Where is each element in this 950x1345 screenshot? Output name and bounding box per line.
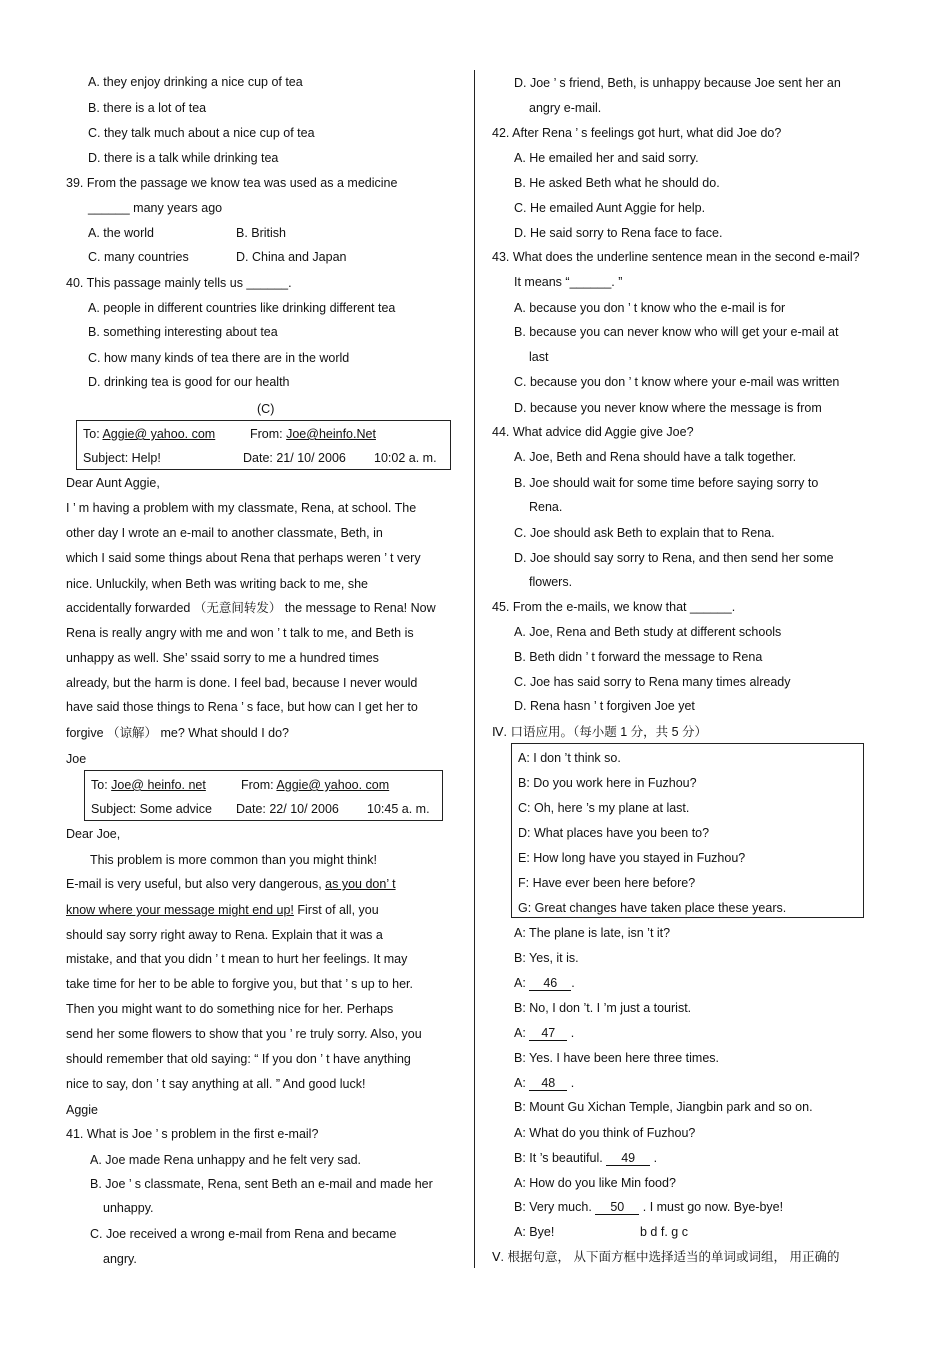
email2-body-line: should say sorry right away to Rena. Explain that it was a [66,928,383,942]
option-d: D: What places have you been to? [518,826,710,840]
email2-from: From: Aggie@ yahoo. com [241,778,390,792]
option-a: A: I don ’t think so. [518,751,621,765]
underlined-sentence: as you don’ t [325,877,396,891]
q44-option-d-cont: flowers. [529,575,573,589]
answer-blank-48[interactable]: 48 [529,1076,567,1091]
email1-body-line: which I said some things about Rena that perhaps weren ’ t very [66,551,421,565]
q42-option-d: D. He said sorry to Rena face to face. [514,226,723,240]
email1-body-line: unhappy as well. She’ ssaid sorry to me a hundred times [66,651,379,665]
email2-time: 10:45 a. m. [367,802,430,816]
email2-subject: Subject: Some advice [91,802,212,816]
q42-option-a: A. He emailed her and said sorry. [514,151,699,165]
dialogue-line: A: 47 . [514,1026,575,1040]
email1-time: 10:02 a. m. [374,451,437,465]
q40-option-b: B. something interesting about tea [88,325,278,339]
q38-option-b: B. there is a lot of tea [88,101,207,115]
email2-body-line: should remember that old saying: “ If you don ’ t have anything [66,1052,411,1066]
q41-option-b-cont: unhappy. [103,1201,154,1215]
q43-option-d: D. because you never know where the message is from [514,401,822,415]
answer-key-note: b d f. g c [640,1225,688,1239]
email2-body-line: take time for her to be able to forgive you, but that ’ s up to her. [66,977,413,991]
email1-body-line: nice. Unluckily, when Beth was writing back to me, she [66,577,368,591]
dialogue-line: A: What do you think of Fuzhou? [514,1126,696,1140]
column-divider [474,70,475,1268]
option-c: C: Oh, here ’s my plane at last. [518,801,690,815]
q42-option-b: B. He asked Beth what he should do. [514,176,720,190]
dialogue-line: A: How do you like Min food? [514,1176,676,1190]
q44-option-c: C. Joe should ask Beth to explain that to Rena. [514,526,775,540]
option-e: E: How long have you stayed in Fuzhou? [518,851,746,865]
dialogue-line: B: Yes. I have been here three times. [514,1051,719,1065]
email1-body-line: forgive （谅解） me? What should I do? [66,726,290,740]
email1-greeting: Dear Aunt Aggie, [66,476,160,490]
email1-to: To: Aggie@ yahoo. com [83,427,216,441]
q45-option-d: D. Rena hasn ’ t forgiven Joe yet [514,699,695,713]
q44-option-b-cont: Rena. [529,500,563,514]
email1-subject: Subject: Help! [83,451,161,465]
q41-option-d: D. Joe ’ s friend, Beth, is unhappy because Joe sent her an [514,76,841,90]
q44-stem: 44. What advice did Aggie give Joe? [492,425,694,439]
option-g: G: Great changes have taken place these years. [518,901,787,915]
email1-date: Date: 21/ 10/ 2006 [243,451,346,465]
q43-option-b: B. because you can never know who will get your e-mail at [514,325,839,339]
option-f: F: Have ever been here before? [518,876,696,890]
q39-option-b: B. British [236,226,287,240]
q39-stem-cont: ______ many years ago [88,201,223,215]
dialogue-line: B: It ’s beautiful. 49 . [514,1151,658,1165]
q39-option-a: A. the world [88,226,155,240]
email1-body-line: Rena is really angry with me and won ’ t talk to me, and Beth is [66,626,414,640]
answer-blank-49[interactable]: 49 [606,1151,650,1166]
q44-option-d: D. Joe should say sorry to Rena, and then send her some [514,551,834,565]
section-v-title: Ⅴ. 根据句意， 从下面方框中选择适当的单词或词组， 用正确的 [492,1250,840,1264]
email1-body-line: I ’ m having a problem with my classmate, Rena, at school. The [66,501,417,515]
email2-body-line: Then you might want to do something nice for her. Perhaps [66,1002,394,1016]
dialogue-line: A: Bye! [514,1225,555,1239]
email2-greeting: Dear Joe, [66,827,121,841]
email2-body-line: send her some flowers to show that you ’ re truly sorry. Also, you [66,1027,422,1041]
q41-option-d-cont: angry e-mail. [529,101,602,115]
email1-body-line: accidentally forwarded （无意间转发） the message to Rena! Now [66,601,436,615]
email1-body-line: have said those things to Rena ’ s face, but how can I get her to [66,700,418,714]
q44-option-b: B. Joe should wait for some time before saying sorry to [514,476,819,490]
email1-body-line: already, but the harm is done. I feel bad, because I never would [66,676,418,690]
option-b: B: Do you work here in Fuzhou? [518,776,697,790]
q45-option-a: A. Joe, Rena and Beth study at different schools [514,625,782,639]
q43-option-b-cont: last [529,350,549,364]
dialogue-options-box [511,743,864,918]
q45-option-c: C. Joe has said sorry to Rena many times already [514,675,791,689]
email2-header-box [84,770,443,821]
email2-body-line: nice to say, don ’ t say anything at all. ” And good luck! [66,1077,366,1091]
dialogue-line: B: Yes, it is. [514,951,579,965]
section-iv-title: Ⅳ. 口语应用。（每小题 1 分，共 5 分） [492,725,708,739]
email2-to: To: Joe@ heinfo. net [91,778,206,792]
q45-option-b: B. Beth didn ’ t forward the message to Rena [514,650,763,664]
q43-stem-cont: It means “______. ” [514,275,623,289]
email1-header-box [76,420,451,470]
q43-option-a: A. because you don ’ t know who the e-mail is for [514,301,786,315]
email2-body-line: mistake, and that you didn ’ t mean to hurt her feelings. It may [66,952,408,966]
answer-blank-50[interactable]: 50 [595,1200,639,1215]
q43-option-c: C. because you don ’ t know where your e-mail was written [514,375,840,389]
q41-option-b: B. Joe ’ s classmate, Rena, sent Beth an e-mail and made her [90,1177,433,1191]
dialogue-line: B: No, I don ’t. I ’m just a tourist. [514,1001,692,1015]
q40-option-d: D. drinking tea is good for our health [88,375,290,389]
answer-blank-46[interactable]: 46 [529,976,571,991]
email2-body-line: know where your message might end up! First of all, you [66,903,379,917]
q40-option-a: A. people in different countries like drinking different tea [88,301,396,315]
q39-option-c: C. many countries [88,250,189,264]
dialogue-line: B: Very much. 50 . I must go now. Bye-bye! [514,1200,784,1214]
q39-stem: 39. From the passage we know tea was used as a medicine [66,176,398,190]
dialogue-line: B: Mount Gu Xichan Temple, Jiangbin park and so on. [514,1100,813,1114]
email1-body-line: other day I wrote an e-mail to another classmate, Beth, in [66,526,383,540]
q41-option-a: A. Joe made Rena unhappy and he felt very sad. [90,1153,362,1167]
q40-option-c: C. how many kinds of tea there are in the world [88,351,350,365]
email2-body-line: E-mail is very useful, but also very dangerous, as you don’ t [66,877,396,891]
underlined-sentence: know where your message might end up! [66,903,294,917]
q40-stem: 40. This passage mainly tells us ______. [66,276,292,290]
email1-signature: Joe [66,752,87,766]
dialogue-line: A: 48 . [514,1076,575,1090]
q42-option-c: C. He emailed Aunt Aggie for help. [514,201,706,215]
email2-body-line: This problem is more common than you might think! [90,853,377,867]
q45-stem: 45. From the e-mails, we know that ______. [492,600,736,614]
q41-option-c: C. Joe received a wrong e-mail from Rena and became [90,1227,397,1241]
q44-option-a: A. Joe, Beth and Rena should have a talk together. [514,450,797,464]
email1-from: From: Joe@heinfo.Net [250,427,376,441]
q42-stem: 42. After Rena ’ s feelings got hurt, what did Joe do? [492,126,782,140]
email2-date: Date: 22/ 10/ 2006 [236,802,339,816]
dialogue-line: A: 46 . [514,976,575,990]
q38-option-c: C. they talk much about a nice cup of tea [88,126,315,140]
q38-option-d: D. there is a talk while drinking tea [88,151,279,165]
section-c-title: (C) [257,402,275,416]
q43-stem: 43. What does the underline sentence mean in the second e-mail? [492,250,860,264]
answer-blank-47[interactable]: 47 [529,1026,567,1041]
q39-option-d: D. China and Japan [236,250,347,264]
q38-option-a: A. they enjoy drinking a nice cup of tea [88,75,303,89]
dialogue-line: A: The plane is late, isn ’t it? [514,926,671,940]
email2-signature: Aggie [66,1103,98,1117]
q41-stem: 41. What is Joe ’ s problem in the first e-mail? [66,1127,319,1141]
q41-option-c-cont: angry. [103,1252,137,1266]
